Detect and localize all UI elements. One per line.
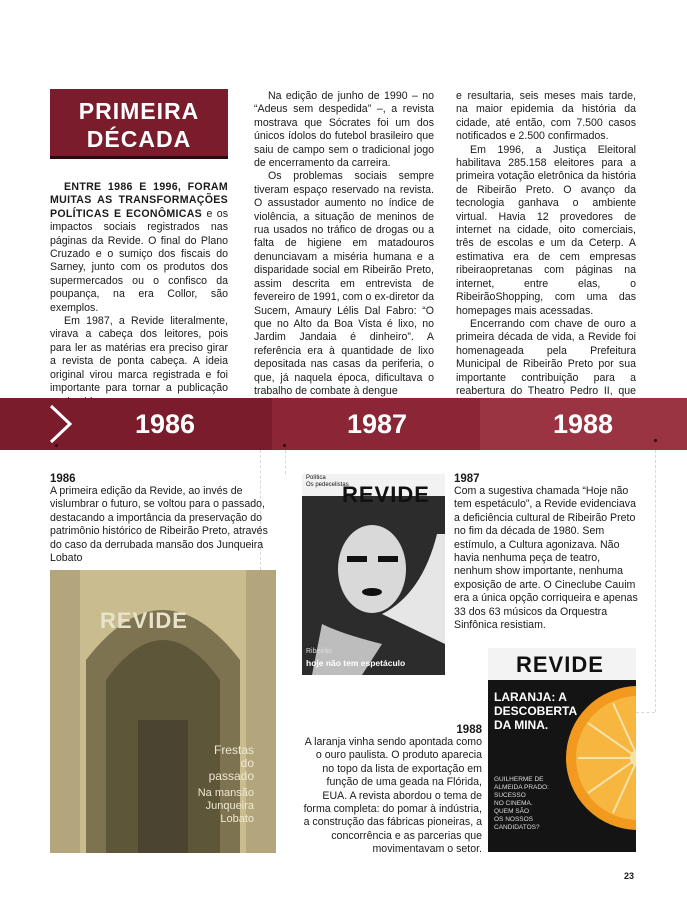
cover-1987-logo: REVIDE [342, 482, 430, 507]
cover-1988-headline-3: DA MINA. [494, 718, 549, 732]
cover-1986-headline-2: do [240, 756, 254, 770]
entry-1988 [302, 724, 482, 857]
entry-1986-text: A primeira edição da Revide, ao invés de vislumbrar o futuro, se voltou para o passado, destacando a importância da preservação do patrimônio histórico de Ribeirão Preto, através do caso da derrubada mansão dos Junqueira Lobato [50, 485, 268, 565]
section-title-line2: DÉCADA [86, 126, 192, 152]
col2-paragraph-2: Os problemas sociais sempre tiveram espaço reservado na revista. O assustador aumento no índice de violência, a situação de meninos de rua usados no tráfico de drogas ou a falta de higiene em matadouros denunciavam a miséria humana e a disparidade social em Ribeirão Preto, assim descrita em entrevista de fevereiro de 1991, com o ex-diretor da Sucem, Amaury Lélis Dal Fabro: “O que no Alto da Boa Vista é lixo, no Jardim Jandaia é dinheiro”. A referência era à quantidade de lixo depositada nas casas da periferia, o que, já naquela época, dificultava o trabalho de combate à dengue [254, 170, 434, 397]
column-3 [456, 90, 636, 412]
entry-1988-year: 1988 [456, 724, 482, 736]
timeline-marker-dot [654, 439, 657, 442]
timeline-marker-dot [55, 444, 58, 447]
cover-1988-subline [494, 776, 549, 832]
cover-1988-sub-7: CANDIDATOS? [494, 824, 540, 831]
column-1 [50, 181, 228, 409]
cover-1988-sub-3: SUCESSO [494, 792, 526, 799]
cover-1987-sub-2: hoje não tem espetáculo [306, 658, 406, 668]
entry-1988-text: A laranja vinha sendo apontada como o ouro paulista. O produto aparecia no topo da lista de exportação em função de uma geada na Flórida, EUA. A revista abordou o tema de forma completa: do pomar à indústria, a construção das fábricas pioneiras, a concorrência e as parcerias que movimentavam o setor. [303, 736, 482, 856]
entry-1986 [50, 473, 280, 565]
section-title [50, 89, 228, 159]
col3-paragraph-3: Encerrando com chave de ouro a primeira década de vida, a Revide foi homenageada pela Prefeitura Municipal de Ribeirão Preto por sua importante contribuição para a reabertura do Theatro Pedro II, que [456, 317, 636, 397]
cover-1987-tag-2: Os pedecelistas [306, 482, 349, 488]
col3-paragraph-1: e resultaria, seis meses mais tarde, na maior epidemia da história da cidade, até então, com 7.500 casos notificados e 2.500 confirmados. [456, 90, 636, 143]
guide-line [655, 450, 656, 712]
col1-paragraph-1-rest: e os impactos sociais registrados nas páginas da Revide. O final do Plano Cruzado e o sumiço dos fiscais do Sarney, junto com os produtos dos supermercados ou o confisco da poupança, na era Collor, são exemplos. [50, 207, 228, 314]
timeline-year-1986: 1986 [134, 409, 196, 439]
timeline-marker-dot [283, 444, 286, 447]
col2-paragraph-1: Na edição de junho de 1990 – no “Adeus sem despedida” –, a revista mostrava que Sócrates foi um dos únicos ídolos do futebol brasileiro que saiu de campo sem o tradicional jogo de encerramento da carreira. [254, 90, 434, 170]
col1-paragraph-1 [50, 181, 228, 315]
entry-1986-year: 1986 [50, 473, 76, 485]
page-number: 23 [624, 871, 635, 881]
col1-paragraph-2: Em 1987, a Revide literalmente, virava a cabeça dos leitores, pois para ler as matérias era preciso girar a revista de ponta cabeça. A ideia original virou marca registrada e foi importante para tornar a publicação [50, 315, 228, 395]
entry-1987 [454, 473, 638, 632]
cover-1986-sub-1: Na mansão [197, 787, 254, 799]
cover-1988-sub-5: QUEM SÃO [494, 808, 530, 815]
timeline-year-1988: 1988 [552, 409, 614, 439]
col3-paragraph-2: Em 1996, a Justiça Eleitoral habilitava 285.158 eleitores para a primeira votação eletrônica da história de Ribeirão Preto. O avanço da tecnologia ganhava o ambiente virtual. Havia 12 provedores de internet na cidade, oito comerciais, três de escolas e um da Ceterp. A estimativa era de cem empresas ribeiraopretanas com páginas na internet, entre elas, o RibeirãoShopping, com uma das homepages mais acessadas. [456, 143, 636, 317]
cover-1986-sub-3: Lobato [220, 813, 254, 825]
entry-1987-text: Com a sugestiva chamada “Hoje não tem espetáculo”, a Revide evidenciava a deficiência cultural de Ribeirão Preto no fim da década de 1980. Sem estímulo, a Cultura agonizava. Não havia nenhuma peça de teatro, nenhum show importante, nenhuma exposição de arte. O Cineclube Cauim era a única opção corriqueira e apenas 33 dos 63 músicos da Orquestra Sinfônica resistiam. [454, 485, 638, 632]
column-2 [254, 90, 434, 398]
section-title-line1: PRIMEIRA [78, 98, 200, 124]
cover-1987-sub-1: Ribeirão [306, 648, 333, 655]
guide-line [285, 450, 286, 474]
col1-lead: ENTRE 1986 E 1996, FORAM MUITAS AS TRANSFORMAÇÕES POLÍTICAS E ECONÔMICAS [50, 181, 228, 220]
magazine-cover-1987 [302, 474, 445, 675]
chevron-right-icon [48, 404, 74, 444]
timeline-band [0, 398, 687, 450]
cover-1986-headline-3: passado [208, 769, 254, 783]
entry-1987-year: 1987 [454, 473, 480, 485]
cover-1986-headline-1: Frestas [213, 743, 254, 757]
magazine-cover-1988 [488, 648, 636, 852]
cover-1988-logo: REVIDE [516, 652, 604, 677]
cover-1986-logo: REVIDE [100, 608, 188, 633]
cover-1986-headline [174, 744, 254, 826]
cover-1988-sub-2: ALMEIDA PRADO: [494, 784, 549, 791]
cover-1986-sub-2: Junqueira [205, 800, 254, 812]
magazine-cover-1986 [50, 570, 276, 853]
guide-line [636, 712, 655, 713]
cover-1988-sub-1: GUILHERME DE [494, 776, 544, 783]
cover-1988-sub-6: OS NOSSOS [494, 816, 534, 823]
cover-1988-headline-1: LARANJA: A [494, 690, 567, 704]
timeline-year-1987: 1987 [346, 409, 408, 439]
cover-1987-tag-1: Política [306, 475, 326, 481]
cover-1988-headline-2: DESCOBERTA [494, 704, 578, 718]
cover-1988-headline [494, 690, 577, 732]
cover-1988-sub-4: NO CINEMA. [494, 800, 533, 807]
